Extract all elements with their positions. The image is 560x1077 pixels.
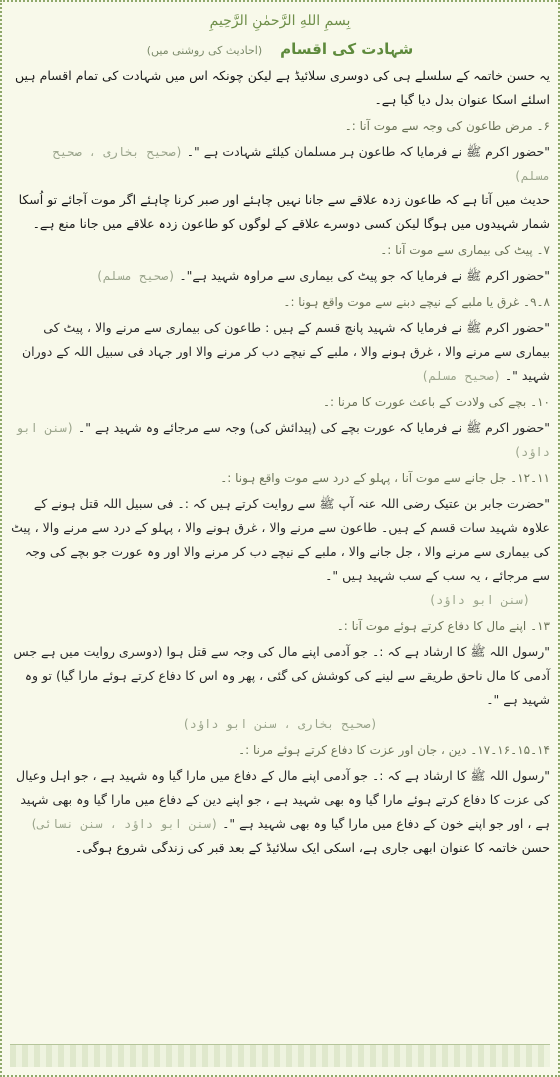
section-note: حدیث میں آتا ہے کہ طاعون زدہ علاقے سے جانا نہیں چاہئے اور صبر کرنا چاہئے اگر موت آجائے تو اُسکا شمار شہیدوں میں ہوگا لیکن کسی دوسرے علاقے کے لوگوں کو طاعون زدہ علاقے میں جانا منع ہے۔ [18, 192, 550, 231]
page-title: شہادت کی اقسام [280, 40, 414, 58]
section-text [10, 316, 550, 388]
document-body [10, 8, 550, 1035]
closing-note: حسن خاتمہ کا عنوان ابھی جاری ہے، اسکی ایک سلائیڈ کے بعد قبر کی زندگی شروع ہوگی۔ [74, 840, 550, 855]
hadith-reference: (سنن ابو داؤد) [428, 593, 530, 607]
hadith-reference: (صحیح بخاری ، صحیح مسلم) [52, 145, 550, 183]
hadith-reference: (صحیح مسلم) [95, 269, 176, 283]
hadith-reference: (سنن ابو داؤد ، سنن نسائی) [30, 817, 219, 831]
section-heading: ۶۔ مرض طاعون کی وجہ سے موت آنا :۔ [344, 119, 550, 133]
section-heading: ۱۳۔ اپنے مال کا دفاع کرتے ہوئے موت آنا :۔ [336, 619, 550, 633]
hadith-text: "حضور اکرم ﷺ نے فرمایا کہ شہید پانچ قسم کے ہیں : طاعون کی بیماری سے مرنے والا ، پیٹ کی بیماری سے مرنے والا ، غرق ہونے والا ، ملبے کے نیچے دب کر مرنے والا اور جہاد فی سبیل اللہ کے دوران شہید "۔ [21, 320, 550, 383]
intro-paragraph: یہ حسن خاتمہ کے سلسلے ہی کی دوسری سلائیڈ ہے لیکن چونکہ اس میں شہادت کی تمام اقسام ہیں اسلئے اسکا عنوان بدل دیا گیا ہے۔ [15, 68, 550, 107]
title-row [10, 34, 550, 64]
section-text [10, 764, 550, 836]
hadith-text: "رسول اللہ ﷺ کا ارشاد ہے کہ :۔ جو آدمی اپنے مال کی وجہ سے قتل ہوا (دوسری روایت میں ہے جس آدمی کا مال ناحق طریقے سے لینے کی کوشش کی گئی ، پھر وہ اس کا دفاع کرتے ہوئے مارا گیا) تو وہ شہید ہے "۔ [13, 644, 550, 707]
hadith-reference: (صحیح بخاری ، سنن ابو داؤد) [182, 717, 378, 731]
hadith-text: "حضرت جابر بن عتیک رضی اللہ عنہ آپ ﷺ سے روایت کرتے ہیں کہ :۔ فی سبیل اللہ قتل ہونے کے علاوہ شہید سات قسم کے ہیں۔ طاعون سے مرنے والا ، غرق ہونے والا ، پہلو کے درد سے مرنے والا ، پیٹ کی بیماری سے مرنے والا ، جل جانے والا ، ملبے کے نیچے دب کر مرنے والا اور وہ عورت جو بچے کی وجہ سے مرجائے ، یہ سب کے سب شہید ہیں "۔ [11, 496, 550, 583]
section-text [10, 416, 550, 464]
section-heading: ۸۔۹۔ غرق یا ملبے کے نیچے دبنے سے موت واقع ہونا :۔ [283, 295, 550, 309]
section-heading: ۱۰۔ بچے کی ولادت کے باعث عورت کا مرنا :۔ [323, 395, 550, 409]
section-text [10, 140, 550, 188]
hadith-text: "رسول اللہ ﷺ کا ارشاد ہے کہ :۔ جو آدمی اپنے مال کے دفاع میں مارا گیا وہ شہید ہے ، جو اہل وعیال کی عزت کا دفاع کرتے ہوئے مارا گیا وہ بھی شہید ہے ، جو اپنے دین کے دفاع میں مارا گیا وہ بھی شہید ہے ، اور جو اپنے خون کے دفاع میں مارا گیا وہ بھی شہید ہے "۔ [16, 768, 550, 831]
hadith-reference: (سنن ابو داؤد) [16, 421, 550, 459]
hadith-text: "حضور اکرم ﷺ نے فرمایا کہ جو پیٹ کی بیماری سے مراوہ شہید ہے"۔ [179, 268, 550, 283]
bismillah: بِسمِ اللهِ الرَّحمٰنِ الرَّحِيمِ [209, 13, 351, 29]
page-subtitle: (احادیث کی روشنی میں) [146, 44, 263, 57]
section-heading: ۱۱۔۱۲۔ جل جانے سے موت آنا ، پہلو کے درد سے موت واقع ہونا :۔ [220, 471, 550, 485]
section-heading: ۷۔ پیٹ کی بیماری سے موت آنا :۔ [380, 243, 550, 257]
hadith-reference: (صحیح مسلم) [421, 369, 501, 383]
section-text [10, 264, 550, 288]
hadith-text: "حضور اکرم ﷺ نے فرمایا کہ عورت بچے کی (پیدائش کی) وجہ سے مرجائے وہ شہید ہے "۔ [77, 420, 550, 435]
section-heading: ۱۴۔۱۵۔۱۶۔۱۷۔ دین ، جان اور عزت کا دفاع کرتے ہوئے مرنا :۔ [238, 743, 550, 757]
decorative-footer-band [10, 1044, 550, 1067]
hadith-text: "حضور اکرم ﷺ نے فرمایا کہ طاعون ہر مسلمان کیلئے شہادت ہے "۔ [186, 144, 550, 159]
